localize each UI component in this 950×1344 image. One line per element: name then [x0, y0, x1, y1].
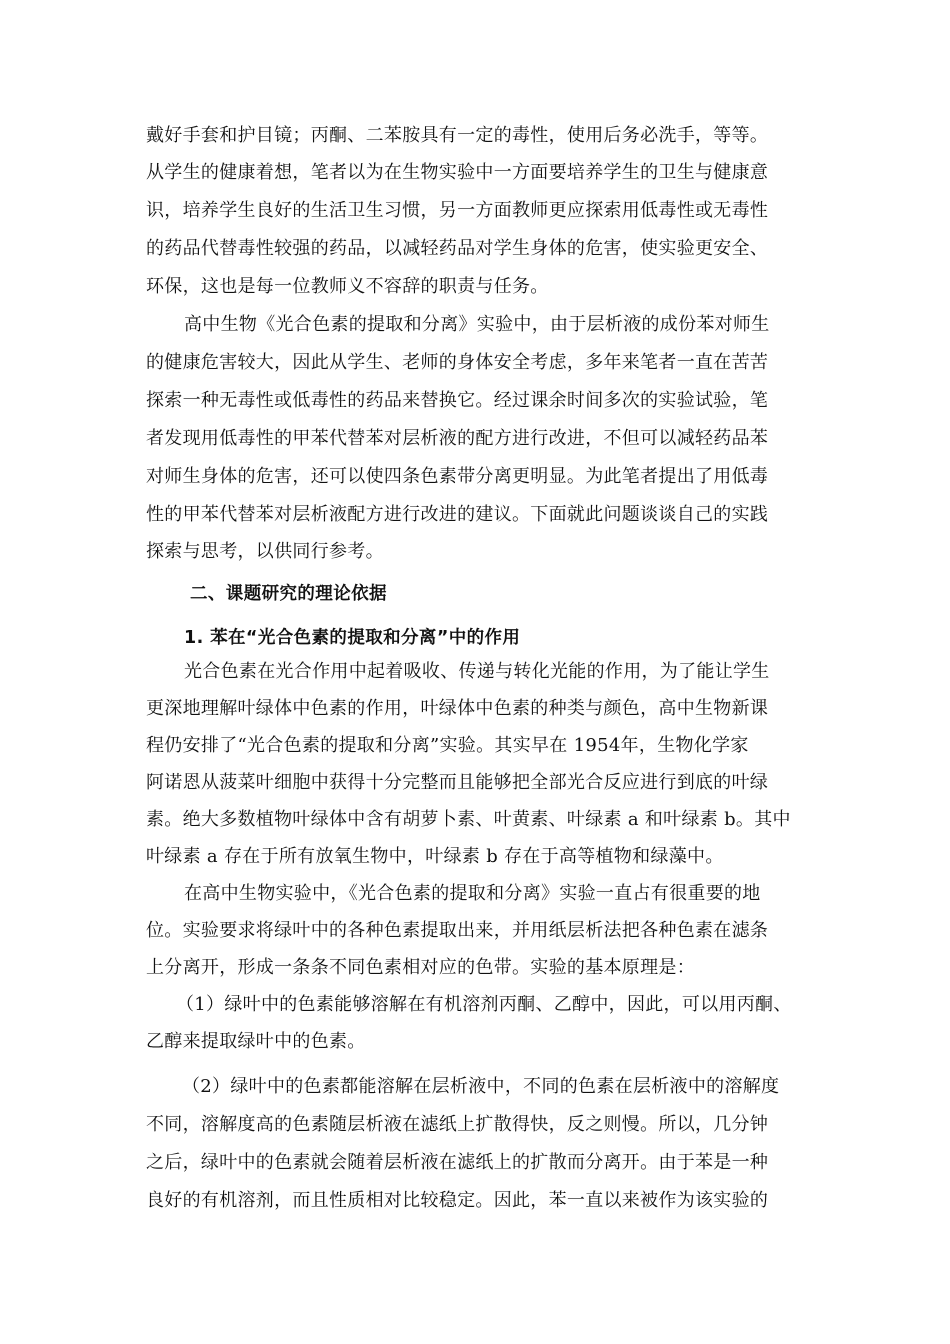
text-line: 的药品代替毒性较强的药品，以减轻药品对学生身体的危害，使实验更安全、 [146, 238, 769, 259]
text-line: 叶绿素 a 存在于所有放氧生物中，叶绿素 b 存在于高等植物和绿藻中。 [146, 846, 724, 867]
text-line: （2）绿叶中的色素都能溶解在层析液中，不同的色素在层析液中的溶解度 [182, 1076, 780, 1097]
text-line: 阿诺恩从菠菜叶细胞中获得十分完整而且能够把全部光合反应进行到底的叶绿 [146, 772, 769, 793]
text-line: 在高中生物实验中，《光合色素的提取和分离》实验一直占有很重要的地 [184, 883, 761, 904]
text-line: （1）绿叶中的色素能够溶解在有机溶剂丙酮、乙醇中，因此，可以用丙酮、 [176, 994, 792, 1015]
text-line: 上分离开，形成一条条不同色素相对应的色带。实验的基本原理是： [146, 957, 695, 978]
text-line: 素。绝大多数植物叶绿体中含有胡萝卜素、叶黄素、叶绿素 a 和叶绿素 b。其中 [146, 809, 791, 830]
text-line: 探索与思考，以供同行参考。 [146, 541, 384, 562]
text-line: 从学生的健康着想，笔者以为在生物实验中一方面要培养学生的卫生与健康意 [146, 162, 769, 183]
text-line: 的健康危害较大，因此从学生、老师的身体安全考虑，多年来笔者一直在苦苦 [146, 352, 769, 373]
text-line: 对师生身体的危害，还可以使四条色素带分离更明显。为此笔者提出了用低毒 [146, 466, 769, 487]
section-heading: 二、课题研究的理论依据 [190, 584, 387, 604]
text-line: 不同，溶解度高的色素随层析液在滤纸上扩散得快，反之则慢。所以，几分钟 [146, 1114, 769, 1135]
subsection-heading: 1. 苯在“光合色素的提取和分离”中的作用 [184, 628, 521, 648]
text-line: 程仍安排了“光合色素的提取和分离”实验。其实早在 1954年，生物化学家 [146, 735, 749, 756]
text-line: 高中生物《光合色素的提取和分离》实验中，由于层析液的成份苯对师生 [184, 314, 770, 335]
text-line: 性的甲苯代替苯对层析液配方进行改进的建议。下面就此问题谈谈自己的实践 [146, 504, 769, 525]
text-line: 戴好手套和护目镜；丙酮、二苯胺具有一定的毒性，使用后务必洗手，等等。 [146, 125, 769, 146]
text-line: 良好的有机溶剂，而且性质相对比较稳定。因此，苯一直以来被作为该实验的 [146, 1190, 769, 1211]
text-line: 乙醇来提取绿叶中的色素。 [146, 1031, 366, 1052]
text-line: 更深地理解叶绿体中色素的作用，叶绿体中色素的种类与颜色，高中生物新课 [146, 698, 769, 719]
text-line: 之后，绿叶中的色素就会随着层析液在滤纸上的扩散而分离开。由于苯是一种 [146, 1152, 769, 1173]
text-line: 环保，这也是每一位教师义不容辞的职责与任务。 [146, 276, 549, 297]
text-line: 位。实验要求将绿叶中的各种色素提取出来，并用纸层析法把各种色素在滤条 [146, 920, 769, 941]
text-line: 光合色素在光合作用中起着吸收、传递与转化光能的作用，为了能让学生 [184, 661, 770, 682]
text-line: 探索一种无毒性或低毒性的药品来替换它。经过课余时间多次的实验试验，笔 [146, 390, 769, 411]
text-line: 者发现用低毒性的甲苯代替苯对层析液的配方进行改进，不但可以减轻药品苯 [146, 428, 769, 449]
text-line: 识，培养学生良好的生活卫生习惯，另一方面教师更应探索用低毒性或无毒性 [146, 200, 769, 221]
